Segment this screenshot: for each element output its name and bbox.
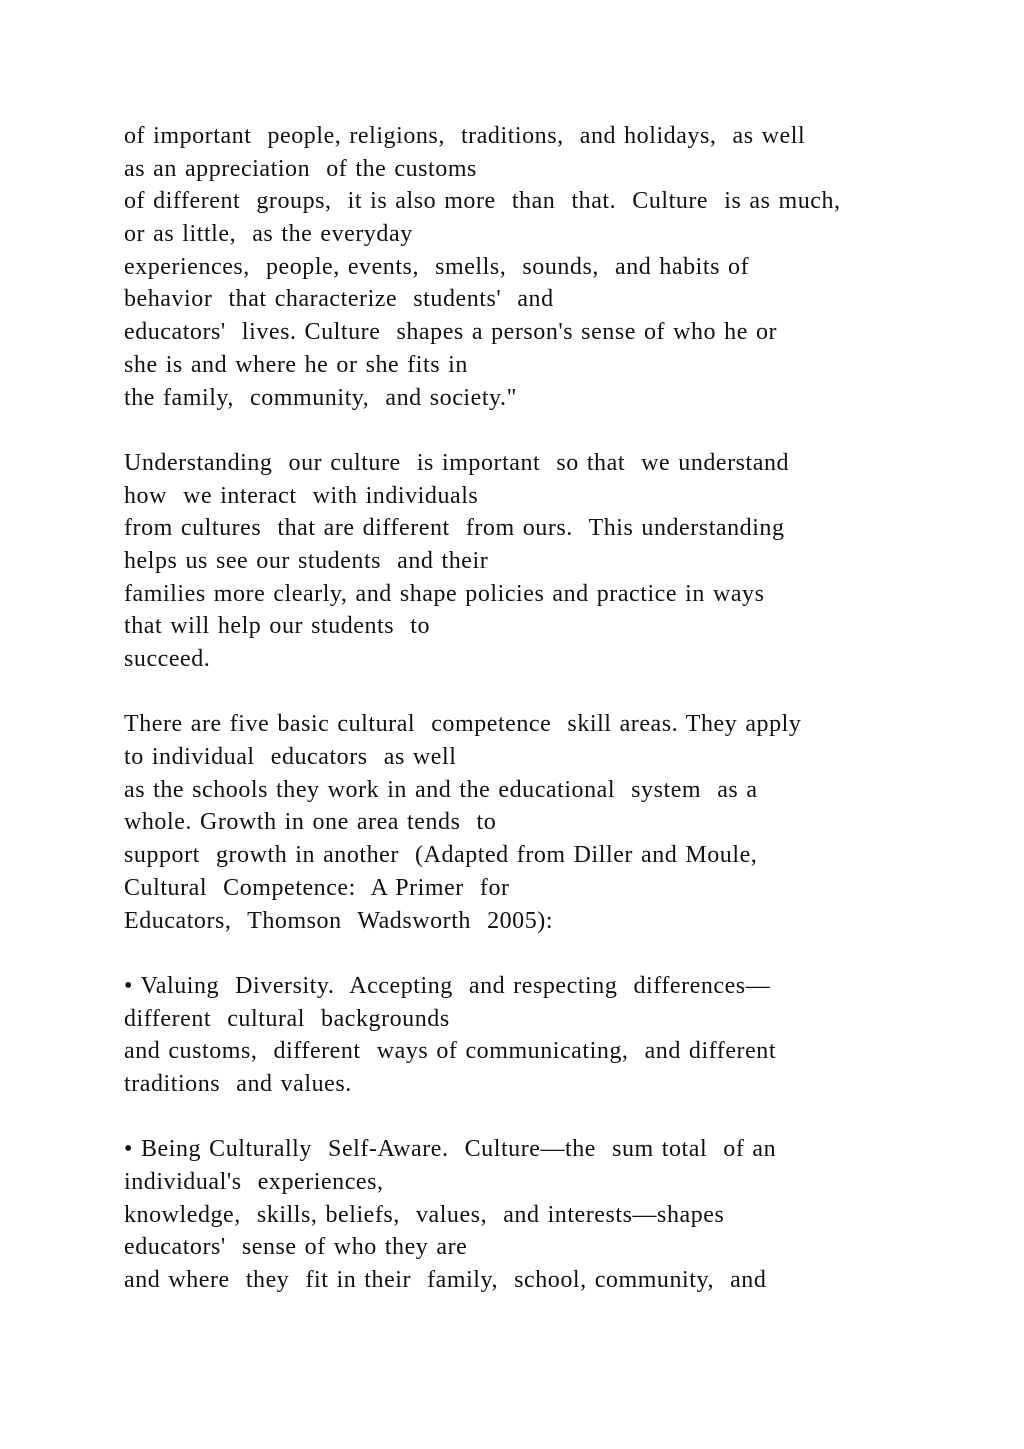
text-line: traditions and values.: [124, 1070, 352, 1097]
document-body: [124, 120, 984, 1297]
text-line: or as little, as the everyday: [124, 221, 413, 248]
text-line: from cultures that are different from ours. This understanding: [124, 515, 785, 542]
text-line: that will help our students to: [124, 613, 431, 640]
text-line: experiences, people, events, smells, sounds, and habits of: [124, 253, 750, 280]
text-line: Educators, Thomson Wadsworth 2005):: [124, 907, 554, 934]
text-line: educators' lives. Culture shapes a person's sense of who he or: [124, 319, 778, 346]
text-line: educators' sense of who they are: [124, 1234, 468, 1261]
text-line: families more clearly, and shape policies and practice in ways: [124, 580, 765, 607]
text-line: as the schools they work in and the educational system as a: [124, 776, 758, 803]
text-line: and where they fit in their family, school, community, and: [124, 1267, 767, 1294]
text-line: support growth in another (Adapted from Diller and Moule,: [124, 842, 758, 869]
text-line: Understanding our culture is important so that we understand: [124, 449, 790, 476]
bullet-culturally-self-aware: [124, 1133, 984, 1296]
text-line: individual's experiences,: [124, 1169, 384, 1195]
paragraph-understanding-culture: [124, 447, 984, 676]
paragraph-culture-definition: [124, 120, 984, 414]
text-line: knowledge, skills, beliefs, values, and interests—shapes: [124, 1201, 725, 1228]
text-line: the family, community, and society.": [124, 384, 517, 411]
text-line: of important people, religions, traditions, and holidays, as well: [124, 123, 806, 149]
text-line: and customs, different ways of communicating, and different: [124, 1038, 777, 1065]
text-line: succeed.: [124, 646, 211, 672]
text-line: behavior that characterize students' and: [124, 286, 554, 313]
text-line: of different groups, it is also more than that. Culture is as much,: [124, 188, 841, 215]
bullet-valuing-diversity: [124, 970, 984, 1101]
text-line: she is and where he or she fits in: [124, 351, 468, 378]
text-line: different cultural backgrounds: [124, 1005, 450, 1032]
text-line: whole. Growth in one area tends to: [124, 809, 497, 836]
text-line: how we interact with individuals: [124, 482, 479, 509]
text-line: Cultural Competence: A Primer for: [124, 874, 510, 901]
text-line: • Valuing Diversity. Accepting and respecting differences—: [124, 972, 771, 999]
text-line: to individual educators as well: [124, 744, 457, 771]
text-line: • Being Culturally Self-Aware. Culture—the sum total of an: [124, 1136, 777, 1163]
text-line: as an appreciation of the customs: [124, 155, 477, 182]
text-line: There are five basic cultural competence skill areas. They apply: [124, 711, 802, 738]
text-line: helps us see our students and their: [124, 547, 489, 574]
paragraph-skill-areas: [124, 708, 984, 937]
